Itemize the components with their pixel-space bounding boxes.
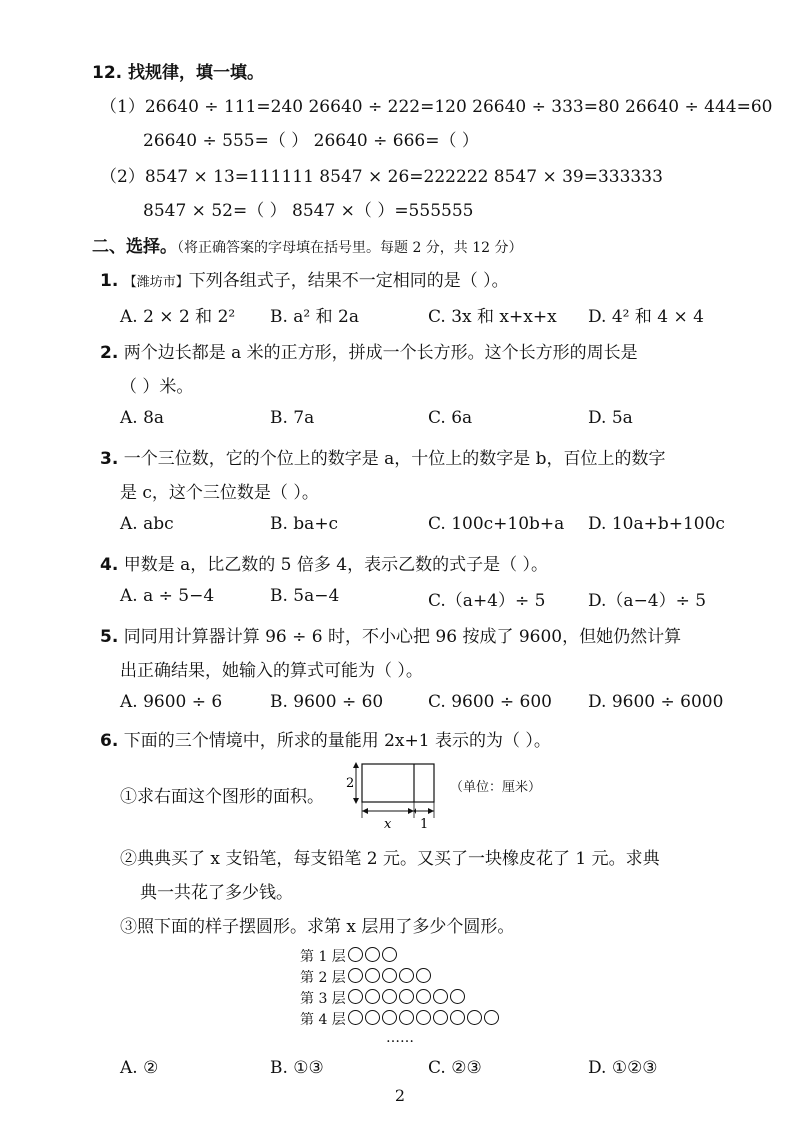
circle-mark — [416, 968, 431, 983]
rectangle-figure — [346, 760, 440, 832]
circle-layer-row — [300, 1009, 501, 1029]
question-2: 2. 两个边长都是 a 米的正方形，拼成一个长方形。这个长方形的周长是 — [100, 343, 638, 363]
question-5-cont: 出正确结果，她输入的算式可能为（ ）。 — [120, 661, 423, 681]
rect-outline — [362, 764, 434, 802]
circle-layer-row — [300, 967, 433, 987]
question-3-cont: 是 c，这个三位数是（ ）。 — [120, 483, 319, 503]
circle-layer-row — [300, 946, 399, 966]
section2-header — [92, 232, 523, 257]
q12-title: 12. 找规律，填一填。 — [92, 63, 265, 83]
question-4: 4. 甲数是 a，比乙数的 5 倍多 4，表示乙数的式子是（ ）。 — [100, 555, 548, 575]
circle-mark — [382, 1010, 397, 1025]
q6-option-c: C. ②③ — [428, 1058, 482, 1078]
q5-option-d: D. 9600 ÷ 6000 — [588, 692, 724, 712]
circle-mark — [433, 1010, 448, 1025]
circle-mark — [416, 989, 431, 1004]
q4-option-c: C.（a+4）÷ 5 — [428, 591, 546, 611]
circle-mark — [382, 968, 397, 983]
q3-option-b: B. ba+c — [270, 514, 339, 534]
q12-part1-line1: （1）26640 ÷ 111=240 26640 ÷ 222=120 26640 ÷ 333=80 26640 ÷ 444=60 — [100, 97, 773, 117]
question-2-cont: （ ）米。 — [120, 377, 194, 397]
circle-mark — [348, 989, 363, 1004]
circle-mark — [450, 989, 465, 1004]
unit-label: （单位：厘米） — [450, 780, 542, 795]
q5-option-b: B. 9600 ÷ 60 — [270, 692, 384, 712]
page-number: 2 — [394, 1086, 406, 1105]
section2-title: 二、选择。 — [92, 237, 177, 257]
circle-mark — [348, 947, 363, 962]
circle-mark — [433, 989, 448, 1004]
layers-ellipsis: …… — [386, 1030, 414, 1046]
circle-mark — [467, 1010, 482, 1025]
question-1: 1. 【潍坊市】下列各组式子，结果不一定相同的是（ ）。 — [100, 271, 509, 291]
circle-mark — [399, 989, 414, 1004]
q4-option-a: A. a ÷ 5−4 — [120, 586, 215, 606]
q5-option-c: C. 9600 ÷ 600 — [428, 692, 552, 712]
q2-option-b: B. 7a — [270, 408, 315, 428]
circle-mark — [348, 1010, 363, 1025]
question-3: 3. 一个三位数，它的个位上的数字是 a，十位上的数字是 b，百位上的数字 — [100, 449, 666, 469]
q2-option-d: D. 5a — [588, 408, 633, 428]
q12-part1-line2: 26640 ÷ 555=（ ） 26640 ÷ 666=（ ） — [143, 131, 479, 151]
q12-part2-line1: （2）8547 × 13=111111 8547 × 26=222222 8547 × 39=333333 — [100, 167, 663, 187]
circle-mark — [365, 968, 380, 983]
height-label: 2 — [346, 776, 355, 791]
q6-situation-1: ①求右面这个图形的面积。 — [120, 787, 324, 807]
q4-option-b: B. 5a−4 — [270, 586, 340, 606]
circle-mark — [365, 989, 380, 1004]
layer-label: 第 2 层 — [300, 970, 346, 986]
q2-option-a: A. 8a — [120, 408, 165, 428]
q3-option-c: C. 100c+10b+a — [428, 514, 565, 534]
question-1-tag: 【潍坊市】 — [123, 275, 189, 290]
layer-label: 第 1 层 — [300, 949, 346, 965]
q6-option-d: D. ①②③ — [588, 1058, 658, 1078]
question-5: 5. 同同用计算器计算 96 ÷ 6 时，不小心把 96 按成了 9600，但她仍然计算 — [100, 627, 682, 647]
circle-mark — [348, 968, 363, 983]
q3-option-a: A. abc — [120, 514, 174, 534]
width-1-label: 1 — [420, 817, 429, 832]
question-6: 6. 下面的三个情境中，所求的量能用 2x+1 表示的为（ ）。 — [100, 731, 551, 751]
circle-mark — [416, 1010, 431, 1025]
circle-mark — [382, 989, 397, 1004]
layer-label: 第 4 层 — [300, 1012, 346, 1028]
circle-mark — [365, 947, 380, 962]
q2-option-c: C. 6a — [428, 408, 473, 428]
q3-option-d: D. 10a+b+100c — [588, 514, 725, 534]
circle-mark — [450, 1010, 465, 1025]
q1-option-d: D. 4² 和 4 × 4 — [588, 307, 704, 327]
q6-situation-2-line1: ②典典买了 x 支铅笔，每支铅笔 2 元。又买了一块橡皮花了 1 元。求典 — [120, 849, 660, 869]
q1-option-c: C. 3x 和 x+x+x — [428, 307, 557, 327]
q1-option-a: A. 2 × 2 和 2² — [120, 307, 236, 327]
section2-note: （将正确答案的字母填在括号里。每题 2 分，共 12 分） — [177, 240, 523, 256]
q1-option-b: B. a² 和 2a — [270, 307, 360, 327]
q6-option-a: A. ② — [120, 1058, 159, 1078]
q6-option-b: B. ①③ — [270, 1058, 324, 1078]
q6-situation-2-line2: 典一共花了多少钱。 — [140, 883, 293, 903]
q12-part2-line2: 8547 × 52=（ ） 8547 ×（ ）=555555 — [143, 201, 474, 221]
q6-situation-3: ③照下面的样子摆圆形。求第 x 层用了多少个圆形。 — [120, 917, 515, 937]
q4-option-d: D.（a−4）÷ 5 — [588, 591, 707, 611]
layer-label: 第 3 层 — [300, 991, 346, 1007]
width-x-label: x — [384, 817, 392, 832]
circle-mark — [382, 947, 397, 962]
circle-mark — [399, 1010, 414, 1025]
circle-layer-row — [300, 988, 467, 1008]
circle-mark — [399, 968, 414, 983]
circle-mark — [365, 1010, 380, 1025]
circle-mark — [484, 1010, 499, 1025]
q5-option-a: A. 9600 ÷ 6 — [120, 692, 223, 712]
